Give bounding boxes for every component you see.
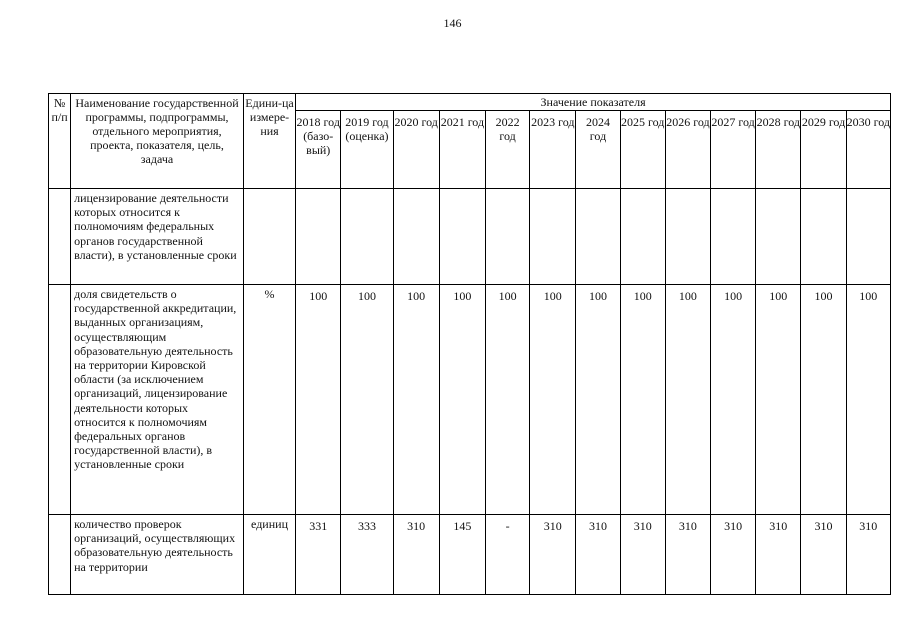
row-value: 100: [846, 285, 890, 515]
row-value: 310: [711, 515, 756, 595]
row-value: [439, 189, 485, 285]
row-value: [393, 189, 439, 285]
row-value: 310: [756, 515, 801, 595]
row-value: 310: [846, 515, 890, 595]
row-value: [530, 189, 576, 285]
header-year: 2019 год (оценка): [341, 111, 393, 189]
header-year: 2023 год: [530, 111, 576, 189]
row-value: [341, 189, 393, 285]
row-value: 333: [341, 515, 393, 595]
row-value: [711, 189, 756, 285]
indicator-table: [48, 93, 891, 595]
header-year: 2018 год (базо-вый): [296, 111, 341, 189]
row-value: [620, 189, 665, 285]
row-num: [49, 285, 71, 515]
header-unit: Едини-ца измере-ния: [243, 94, 295, 189]
row-value: [846, 189, 890, 285]
row-value: 100: [485, 285, 529, 515]
row-value: 310: [393, 515, 439, 595]
row-value: -: [485, 515, 529, 595]
row-value: 100: [439, 285, 485, 515]
row-unit: %: [243, 285, 295, 515]
row-value: [296, 189, 341, 285]
header-num: № п/п: [49, 94, 71, 189]
row-num: [49, 189, 71, 285]
row-value: 100: [530, 285, 576, 515]
row-value: 100: [576, 285, 620, 515]
header-year: 2022 год: [485, 111, 529, 189]
row-value: 310: [576, 515, 620, 595]
header-year: 2026 год: [665, 111, 710, 189]
row-value: 100: [620, 285, 665, 515]
row-value: 310: [620, 515, 665, 595]
row-value: 310: [530, 515, 576, 595]
row-value: 331: [296, 515, 341, 595]
table-row: [49, 285, 891, 515]
row-unit: [243, 189, 295, 285]
row-value: 145: [439, 515, 485, 595]
header-year: 2025 год: [620, 111, 665, 189]
row-value: 310: [665, 515, 710, 595]
header-year: 2030 год: [846, 111, 890, 189]
header-year: 2028 год: [756, 111, 801, 189]
header-year: 2021 год: [439, 111, 485, 189]
row-value: [665, 189, 710, 285]
row-value: 310: [801, 515, 846, 595]
row-num: [49, 515, 71, 595]
row-value: 100: [665, 285, 710, 515]
header-name: Наименование государственной программы, подпрограммы, отдельного мероприятия, проекта, показателя, цель, задача: [71, 94, 244, 189]
header-row-1: [49, 94, 891, 111]
table-row: [49, 189, 891, 285]
row-name: лицензирование деятельности которых относится к полномочиям федеральных органов государственной власти), в установленные сроки: [71, 189, 244, 285]
row-value: [576, 189, 620, 285]
row-value: 100: [296, 285, 341, 515]
row-value: 100: [393, 285, 439, 515]
row-value: 100: [711, 285, 756, 515]
header-year: 2027 год: [711, 111, 756, 189]
row-name: количество проверок организаций, осуществляющих образовательную деятельность на территории: [71, 515, 244, 595]
row-value: [801, 189, 846, 285]
row-name: доля свидетельств о государственной аккредитации, выданных организациям, осуществляющим образовательную деятельность на территории Кировской области (за исключением организаций, лицензирование деятельности которых относится к полномочиям федеральных органов государственной власти), в установленные сроки: [71, 285, 244, 515]
table-row: [49, 515, 891, 595]
row-unit: единиц: [243, 515, 295, 595]
row-value: [485, 189, 529, 285]
row-value: [756, 189, 801, 285]
header-values-group: Значение показателя: [296, 94, 891, 111]
header-year: 2020 год: [393, 111, 439, 189]
page-number: 146: [443, 16, 462, 30]
row-value: 100: [801, 285, 846, 515]
row-value: 100: [341, 285, 393, 515]
header-year: 2029 год: [801, 111, 846, 189]
row-value: 100: [756, 285, 801, 515]
header-year: 2024 год: [576, 111, 620, 189]
